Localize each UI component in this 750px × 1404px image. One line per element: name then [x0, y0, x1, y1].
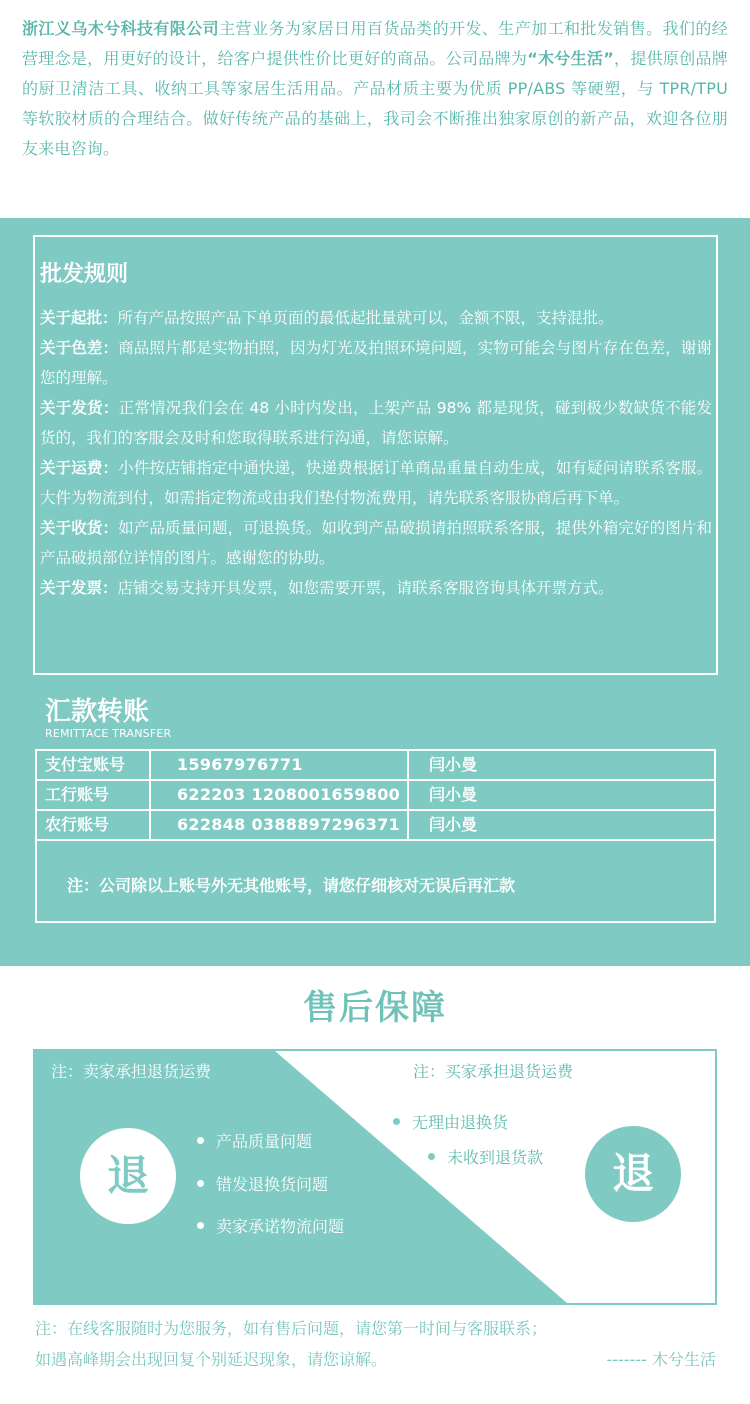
- rule-label: 关于起批：: [40, 309, 118, 327]
- buyer-pays-note: 注：买家承担退货运费: [413, 1062, 574, 1081]
- bullet-icon: [428, 1153, 435, 1160]
- rule-label: 关于色差：: [40, 339, 119, 357]
- rule-label: 关于发货：: [40, 399, 119, 417]
- rule-item: [40, 453, 716, 513]
- remittance-subtitle: REMITTACE TRANSFER: [45, 727, 172, 740]
- company-name: 浙江义乌木兮科技有限公司: [22, 19, 220, 38]
- account-table: [35, 749, 716, 923]
- footer-note-2: 如遇高峰期会出现回复个别延迟现象，请您谅解。: [35, 1350, 388, 1369]
- rule-text: 店铺交易支持开具发票，如您需要开票，请联系客服咨询具体开票方式。: [117, 579, 614, 597]
- rule-text: 小件按店铺指定中通快递，快递费根据订单商品重量自动生成，如有疑问请联系客服。大件为物流到付，如需指定物流或由我们垫付物流费用，请先联系客服协商后再下单。: [40, 459, 712, 507]
- company-intro: [0, 0, 750, 218]
- intro-paragraph: [22, 14, 728, 164]
- rules-title: 批发规则: [40, 262, 129, 287]
- rule-item: [40, 513, 716, 573]
- signature: ------- 木兮生活: [606, 1350, 716, 1369]
- return-badge-right: 退: [585, 1126, 681, 1222]
- bullet-icon: [197, 1137, 204, 1144]
- rule-label: 关于运费：: [40, 459, 119, 477]
- after-sales-title: 售后保障: [303, 988, 447, 1028]
- account-number: 622203 1208001659800: [151, 781, 409, 809]
- seller-pays-note: 注：卖家承担退货运费: [51, 1062, 212, 1081]
- bullet-icon: [197, 1180, 204, 1187]
- account-row: [37, 751, 714, 781]
- account-row: [37, 781, 714, 811]
- rule-item: [40, 573, 716, 603]
- list-item: 卖家承诺物流问题: [197, 1216, 344, 1238]
- return-badge-left: 退: [80, 1128, 176, 1224]
- footer-note-1: 注：在线客服随时为您服务，如有售后问题，请您第一时间与客服联系；: [35, 1319, 548, 1338]
- rule-text: 正常情况我们会在 48 小时内发出，上架产品 98% 都是现货，碰到极少数缺货不能发货的，我们的客服会及时和您取得联系进行沟通，请您谅解。: [40, 399, 712, 447]
- account-number: 15967976771: [151, 751, 409, 779]
- remittance-heading: [45, 696, 171, 740]
- rule-item: [40, 393, 716, 453]
- brand-name: “木兮生活”: [527, 49, 614, 68]
- rule-text: 如产品质量问题，可退换货。如收到产品破损请拍照联系客服，提供外箱完好的图片和产品破损部位详情的图片。感谢您的协助。: [40, 519, 712, 567]
- account-holder: 闫小曼: [429, 815, 478, 834]
- account-holder: 闫小曼: [429, 755, 478, 774]
- bullet-icon: [197, 1222, 204, 1229]
- list-item: 未收到退货款: [428, 1147, 543, 1169]
- rule-text: 所有产品按照产品下单页面的最低起批量就可以，金额不限，支持混批。: [117, 309, 614, 327]
- wholesale-section: [0, 218, 750, 966]
- remittance-title: 汇款转账: [45, 697, 150, 727]
- intro-text-1: 主营业务为家居日用百货品类的开发、生产加工和批发销售。我们的经营理念是，用更好的设计，给客户提供性价比更好的商品。公司品牌为: [22, 19, 729, 68]
- intro-text-2: ，提供原创品牌的厨卫清洁工具、收纳工具等家居生活用品。产品材质主要为优质 PP/ABS 等硬塑，与 TPR/TPU 等软胶材质的合理结合。做好传统产品的基础上，我司会不断推出独家原创的新产品，欢迎各位朋友来电咨询。: [22, 49, 728, 158]
- rule-item: [40, 303, 716, 333]
- account-note: 注：公司除以上账号外无其他账号，请您仔细核对无误后再汇款: [67, 876, 516, 895]
- after-sales-box: [33, 1049, 717, 1305]
- rule-text: 商品照片都是实物拍照，因为灯光及拍照环境问题，实物可能会与图片存在色差，谢谢您的理解。: [40, 339, 712, 387]
- rule-item: [40, 333, 716, 393]
- rule-label: 关于收货：: [40, 519, 119, 537]
- account-type: 工行账号: [37, 781, 151, 809]
- account-type: 支付宝账号: [37, 751, 151, 779]
- account-row: [37, 811, 714, 841]
- rule-label: 关于发票：: [40, 579, 118, 597]
- list-item: 无理由退换货: [393, 1112, 508, 1134]
- list-item: 错发退换货问题: [197, 1174, 328, 1196]
- list-item: 产品质量问题: [197, 1131, 312, 1153]
- account-number: 622848 0388897296371: [151, 811, 409, 839]
- bullet-icon: [393, 1118, 400, 1125]
- wholesale-rules: [33, 235, 718, 675]
- account-type: 农行账号: [37, 811, 151, 839]
- account-holder: 闫小曼: [429, 785, 478, 804]
